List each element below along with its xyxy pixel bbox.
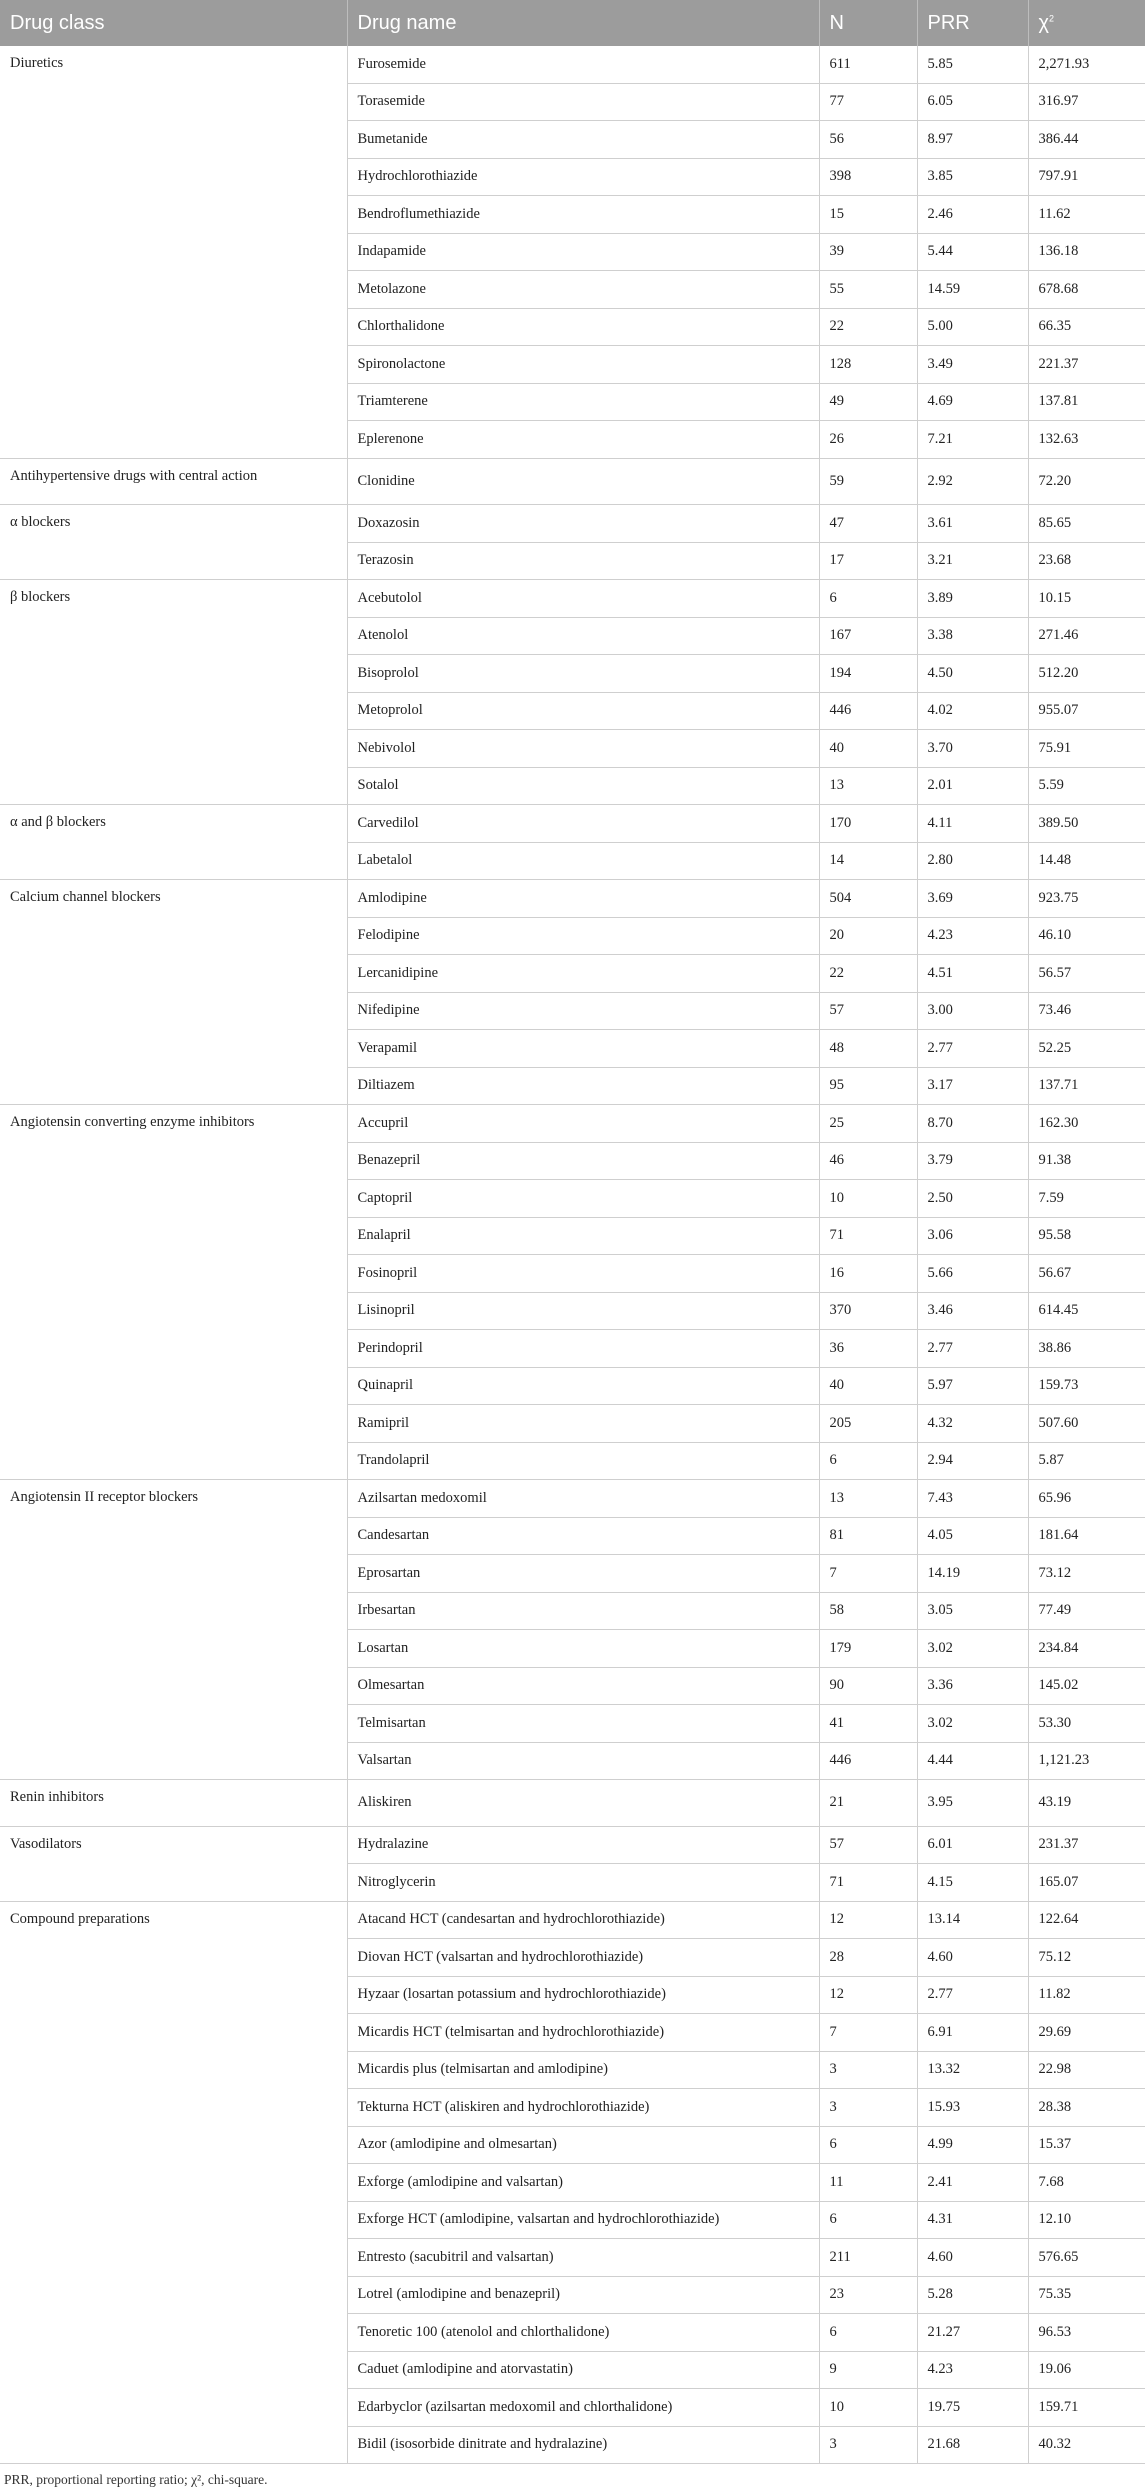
drug-name-cell: Diltiazem <box>347 1067 819 1105</box>
n-cell: 41 <box>819 1705 917 1743</box>
prr-cell: 3.46 <box>917 1292 1028 1330</box>
prr-cell: 4.11 <box>917 805 1028 843</box>
table-row <box>0 880 1145 918</box>
chi-square-cell: 576.65 <box>1028 2239 1145 2277</box>
n-cell: 57 <box>819 1826 917 1864</box>
n-cell: 36 <box>819 1330 917 1368</box>
drug-name-cell: Nitroglycerin <box>347 1864 819 1902</box>
drug-class-cell: Diuretics <box>0 46 347 458</box>
prr-cell: 14.19 <box>917 1555 1028 1593</box>
prr-cell: 4.05 <box>917 1517 1028 1555</box>
drug-name-cell: Exforge (amlodipine and valsartan) <box>347 2164 819 2202</box>
n-cell: 20 <box>819 917 917 955</box>
drug-name-cell: Atacand HCT (candesartan and hydrochlorothiazide) <box>347 1901 819 1939</box>
drug-name-cell: Torasemide <box>347 83 819 121</box>
chi-square-cell: 136.18 <box>1028 233 1145 271</box>
prr-cell: 4.31 <box>917 2201 1028 2239</box>
drug-name-cell: Azilsartan medoxomil <box>347 1480 819 1518</box>
chi-square-cell: 15.37 <box>1028 2126 1145 2164</box>
header-n: N <box>819 0 917 46</box>
chi-square-cell: 507.60 <box>1028 1405 1145 1443</box>
chi-square-cell: 389.50 <box>1028 805 1145 843</box>
n-cell: 6 <box>819 2314 917 2352</box>
n-cell: 398 <box>819 158 917 196</box>
chi-square-cell: 66.35 <box>1028 308 1145 346</box>
n-cell: 7 <box>819 1555 917 1593</box>
n-cell: 446 <box>819 692 917 730</box>
drug-name-cell: Acebutolol <box>347 580 819 618</box>
chi-square-cell: 91.38 <box>1028 1142 1145 1180</box>
table-row <box>0 505 1145 543</box>
table-row <box>0 1826 1145 1864</box>
prr-cell: 3.00 <box>917 992 1028 1030</box>
chi-square-cell: 28.38 <box>1028 2089 1145 2127</box>
n-cell: 205 <box>819 1405 917 1443</box>
chi-square-cell: 137.81 <box>1028 383 1145 421</box>
prr-cell: 2.50 <box>917 1180 1028 1218</box>
drug-name-cell: Bendroflumethiazide <box>347 196 819 234</box>
n-cell: 58 <box>819 1592 917 1630</box>
drug-name-cell: Enalapril <box>347 1217 819 1255</box>
prr-cell: 7.21 <box>917 421 1028 459</box>
n-cell: 128 <box>819 346 917 384</box>
table-footnote: PRR, proportional reporting ratio; χ², chi-square. <box>4 2472 268 2487</box>
n-cell: 90 <box>819 1667 917 1705</box>
prr-cell: 13.32 <box>917 2051 1028 2089</box>
n-cell: 15 <box>819 196 917 234</box>
drug-name-cell: Eprosartan <box>347 1555 819 1593</box>
drug-name-cell: Perindopril <box>347 1330 819 1368</box>
prr-cell: 4.51 <box>917 955 1028 993</box>
chi-square-cell: 40.32 <box>1028 2426 1145 2464</box>
chi-square-cell: 386.44 <box>1028 121 1145 159</box>
chi-square-cell: 19.06 <box>1028 2351 1145 2389</box>
chi-square-cell: 955.07 <box>1028 692 1145 730</box>
drug-name-cell: Metoprolol <box>347 692 819 730</box>
n-cell: 71 <box>819 1864 917 1902</box>
n-cell: 3 <box>819 2089 917 2127</box>
n-cell: 170 <box>819 805 917 843</box>
n-cell: 22 <box>819 308 917 346</box>
drug-name-cell: Lisinopril <box>347 1292 819 1330</box>
prr-cell: 4.02 <box>917 692 1028 730</box>
n-cell: 47 <box>819 505 917 543</box>
header-chi-square <box>1028 0 1145 46</box>
chi-square-cell: 29.69 <box>1028 2014 1145 2052</box>
prr-cell: 6.01 <box>917 1826 1028 1864</box>
n-cell: 22 <box>819 955 917 993</box>
drug-name-cell: Triamterene <box>347 383 819 421</box>
chi-square-cell: 14.48 <box>1028 842 1145 880</box>
n-cell: 71 <box>819 1217 917 1255</box>
prr-cell: 3.89 <box>917 580 1028 618</box>
header-prr: PRR <box>917 0 1028 46</box>
drug-name-cell: Ramipril <box>347 1405 819 1443</box>
prr-cell: 5.97 <box>917 1367 1028 1405</box>
drug-name-cell: Spironolactone <box>347 346 819 384</box>
prr-cell: 3.17 <box>917 1067 1028 1105</box>
drug-name-cell: Diovan HCT (valsartan and hydrochlorothiazide) <box>347 1939 819 1977</box>
n-cell: 7 <box>819 2014 917 2052</box>
n-cell: 56 <box>819 121 917 159</box>
drug-name-cell: Quinapril <box>347 1367 819 1405</box>
drug-name-cell: Telmisartan <box>347 1705 819 1743</box>
prr-cell: 3.85 <box>917 158 1028 196</box>
n-cell: 370 <box>819 1292 917 1330</box>
drug-name-cell: Aliskiren <box>347 1780 819 1827</box>
chi-square-cell: 132.63 <box>1028 421 1145 459</box>
chi-square-cell: 122.64 <box>1028 1901 1145 1939</box>
drug-name-cell: Bisoprolol <box>347 655 819 693</box>
drug-name-cell: Valsartan <box>347 1742 819 1780</box>
prr-cell: 3.02 <box>917 1630 1028 1668</box>
drug-name-cell: Nebivolol <box>347 730 819 768</box>
prr-cell: 2.77 <box>917 1030 1028 1068</box>
n-cell: 167 <box>819 617 917 655</box>
prr-cell: 3.69 <box>917 880 1028 918</box>
n-cell: 21 <box>819 1780 917 1827</box>
chi-square-cell: 2,271.93 <box>1028 46 1145 83</box>
drug-name-cell: Nifedipine <box>347 992 819 1030</box>
drug-name-cell: Losartan <box>347 1630 819 1668</box>
drug-name-cell: Irbesartan <box>347 1592 819 1630</box>
n-cell: 95 <box>819 1067 917 1105</box>
n-cell: 179 <box>819 1630 917 1668</box>
drug-name-cell: Bidil (isosorbide dinitrate and hydralazine) <box>347 2426 819 2464</box>
prr-cell: 3.02 <box>917 1705 1028 1743</box>
drug-name-cell: Bumetanide <box>347 121 819 159</box>
n-cell: 12 <box>819 1976 917 2014</box>
drug-name-cell: Felodipine <box>347 917 819 955</box>
n-cell: 48 <box>819 1030 917 1068</box>
drug-name-cell: Hydralazine <box>347 1826 819 1864</box>
drug-class-cell: Vasodilators <box>0 1826 347 1901</box>
drug-name-cell: Accupril <box>347 1105 819 1143</box>
chi-square-cell: 7.68 <box>1028 2164 1145 2202</box>
drug-name-cell: Sotalol <box>347 767 819 805</box>
chi-square-cell: 162.30 <box>1028 1105 1145 1143</box>
prr-cell: 2.80 <box>917 842 1028 880</box>
chi-square-cell: 73.46 <box>1028 992 1145 1030</box>
drug-name-cell: Hydrochlorothiazide <box>347 158 819 196</box>
chi-square-cell: 221.37 <box>1028 346 1145 384</box>
drug-class-cell: α and β blockers <box>0 805 347 880</box>
prr-cell: 4.44 <box>917 1742 1028 1780</box>
table-row <box>0 805 1145 843</box>
chi-square-cell: 512.20 <box>1028 655 1145 693</box>
n-cell: 11 <box>819 2164 917 2202</box>
n-cell: 6 <box>819 580 917 618</box>
prr-cell: 14.59 <box>917 271 1028 309</box>
chi-square-cell: 43.19 <box>1028 1780 1145 1827</box>
drug-name-cell: Tekturna HCT (aliskiren and hydrochlorothiazide) <box>347 2089 819 2127</box>
prr-cell: 5.44 <box>917 233 1028 271</box>
n-cell: 611 <box>819 46 917 83</box>
drug-name-cell: Lotrel (amlodipine and benazepril) <box>347 2276 819 2314</box>
chi-square-cell: 75.91 <box>1028 730 1145 768</box>
n-cell: 10 <box>819 2389 917 2427</box>
chi-square-cell: 56.67 <box>1028 1255 1145 1293</box>
drug-class-cell: Angiotensin converting enzyme inhibitors <box>0 1105 347 1480</box>
n-cell: 6 <box>819 1442 917 1480</box>
drug-name-cell: Benazepril <box>347 1142 819 1180</box>
drug-name-cell: Labetalol <box>347 842 819 880</box>
prr-cell: 2.46 <box>917 196 1028 234</box>
table-row <box>0 46 1145 83</box>
chi-square-cell: 231.37 <box>1028 1826 1145 1864</box>
chi-square-cell: 316.97 <box>1028 83 1145 121</box>
drug-name-cell: Micardis plus (telmisartan and amlodipine) <box>347 2051 819 2089</box>
prr-cell: 3.36 <box>917 1667 1028 1705</box>
drug-name-cell: Entresto (sacubitril and valsartan) <box>347 2239 819 2277</box>
drug-name-cell: Verapamil <box>347 1030 819 1068</box>
drug-class-cell: Angiotensin II receptor blockers <box>0 1480 347 1780</box>
table-row <box>0 458 1145 505</box>
chi-square-cell: 181.64 <box>1028 1517 1145 1555</box>
n-cell: 13 <box>819 767 917 805</box>
drug-name-cell: Amlodipine <box>347 880 819 918</box>
prr-cell: 19.75 <box>917 2389 1028 2427</box>
drug-class-cell: α blockers <box>0 505 347 580</box>
table-row <box>0 1780 1145 1827</box>
chi-square-cell: 5.87 <box>1028 1442 1145 1480</box>
drug-name-cell: Candesartan <box>347 1517 819 1555</box>
header-chi-square-sup: 2 <box>1049 12 1055 23</box>
drug-name-cell: Chlorthalidone <box>347 308 819 346</box>
drug-name-cell: Indapamide <box>347 233 819 271</box>
chi-square-cell: 678.68 <box>1028 271 1145 309</box>
drug-name-cell: Fosinopril <box>347 1255 819 1293</box>
chi-square-cell: 165.07 <box>1028 1864 1145 1902</box>
drug-class-cell: Antihypertensive drugs with central action <box>0 458 347 505</box>
n-cell: 40 <box>819 730 917 768</box>
chi-square-cell: 11.62 <box>1028 196 1145 234</box>
chi-square-cell: 11.82 <box>1028 1976 1145 2014</box>
chi-square-cell: 7.59 <box>1028 1180 1145 1218</box>
chi-square-cell: 159.73 <box>1028 1367 1145 1405</box>
n-cell: 194 <box>819 655 917 693</box>
drug-name-cell: Hyzaar (losartan potassium and hydrochlorothiazide) <box>347 1976 819 2014</box>
n-cell: 39 <box>819 233 917 271</box>
prr-cell: 3.21 <box>917 542 1028 580</box>
table-row <box>0 580 1145 618</box>
chi-square-cell: 1,121.23 <box>1028 1742 1145 1780</box>
header-drug-name: Drug name <box>347 0 819 46</box>
chi-square-cell: 46.10 <box>1028 917 1145 955</box>
drug-name-cell: Metolazone <box>347 271 819 309</box>
prr-cell: 3.06 <box>917 1217 1028 1255</box>
prr-cell: 3.95 <box>917 1780 1028 1827</box>
drug-name-cell: Edarbyclor (azilsartan medoxomil and chlorthalidone) <box>347 2389 819 2427</box>
drug-name-cell: Captopril <box>347 1180 819 1218</box>
n-cell: 59 <box>819 458 917 505</box>
prr-cell: 3.70 <box>917 730 1028 768</box>
drug-class-cell: β blockers <box>0 580 347 805</box>
prr-cell: 4.23 <box>917 2351 1028 2389</box>
n-cell: 55 <box>819 271 917 309</box>
chi-square-cell: 23.68 <box>1028 542 1145 580</box>
prr-cell: 5.66 <box>917 1255 1028 1293</box>
header-chi-square-base: χ <box>1038 11 1049 34</box>
n-cell: 26 <box>819 421 917 459</box>
chi-square-cell: 271.46 <box>1028 617 1145 655</box>
drug-name-cell: Doxazosin <box>347 505 819 543</box>
chi-square-cell: 5.59 <box>1028 767 1145 805</box>
drug-name-cell: Atenolol <box>347 617 819 655</box>
chi-square-cell: 234.84 <box>1028 1630 1145 1668</box>
chi-square-cell: 159.71 <box>1028 2389 1145 2427</box>
chi-square-cell: 65.96 <box>1028 1480 1145 1518</box>
chi-square-cell: 797.91 <box>1028 158 1145 196</box>
prr-cell: 2.92 <box>917 458 1028 505</box>
n-cell: 77 <box>819 83 917 121</box>
chi-square-cell: 12.10 <box>1028 2201 1145 2239</box>
table-row <box>0 1105 1145 1143</box>
prr-cell: 6.05 <box>917 83 1028 121</box>
prr-cell: 4.32 <box>917 1405 1028 1443</box>
prr-cell: 21.27 <box>917 2314 1028 2352</box>
chi-square-cell: 614.45 <box>1028 1292 1145 1330</box>
prr-cell: 3.38 <box>917 617 1028 655</box>
chi-square-cell: 137.71 <box>1028 1067 1145 1105</box>
header-drug-class: Drug class <box>0 0 347 46</box>
prr-cell: 15.93 <box>917 2089 1028 2127</box>
prr-cell: 2.94 <box>917 1442 1028 1480</box>
chi-square-cell: 22.98 <box>1028 2051 1145 2089</box>
n-cell: 13 <box>819 1480 917 1518</box>
prr-cell: 5.00 <box>917 308 1028 346</box>
drug-name-cell: Terazosin <box>347 542 819 580</box>
prr-cell: 3.05 <box>917 1592 1028 1630</box>
chi-square-cell: 38.86 <box>1028 1330 1145 1368</box>
prr-cell: 5.85 <box>917 46 1028 83</box>
n-cell: 23 <box>819 2276 917 2314</box>
chi-square-cell: 72.20 <box>1028 458 1145 505</box>
chi-square-cell: 56.57 <box>1028 955 1145 993</box>
table-row <box>0 1480 1145 1518</box>
drug-name-cell: Clonidine <box>347 458 819 505</box>
prr-cell: 4.50 <box>917 655 1028 693</box>
n-cell: 46 <box>819 1142 917 1180</box>
chi-square-cell: 85.65 <box>1028 505 1145 543</box>
drug-class-cell: Renin inhibitors <box>0 1780 347 1827</box>
prr-cell: 21.68 <box>917 2426 1028 2464</box>
drug-name-cell: Micardis HCT (telmisartan and hydrochlorothiazide) <box>347 2014 819 2052</box>
chi-square-cell: 96.53 <box>1028 2314 1145 2352</box>
n-cell: 6 <box>819 2126 917 2164</box>
n-cell: 446 <box>819 1742 917 1780</box>
drug-name-cell: Caduet (amlodipine and atorvastatin) <box>347 2351 819 2389</box>
chi-square-cell: 10.15 <box>1028 580 1145 618</box>
table-row <box>0 1901 1145 1939</box>
prr-cell: 4.23 <box>917 917 1028 955</box>
chi-square-cell: 145.02 <box>1028 1667 1145 1705</box>
n-cell: 6 <box>819 2201 917 2239</box>
n-cell: 14 <box>819 842 917 880</box>
n-cell: 57 <box>819 992 917 1030</box>
n-cell: 10 <box>819 1180 917 1218</box>
prr-cell: 3.61 <box>917 505 1028 543</box>
n-cell: 16 <box>819 1255 917 1293</box>
drug-name-cell: Tenoretic 100 (atenolol and chlorthalidone) <box>347 2314 819 2352</box>
chi-square-cell: 73.12 <box>1028 1555 1145 1593</box>
drug-class-cell: Calcium channel blockers <box>0 880 347 1105</box>
prr-cell: 2.77 <box>917 1330 1028 1368</box>
n-cell: 3 <box>819 2051 917 2089</box>
drug-class-cell: Compound preparations <box>0 1901 347 2464</box>
prr-cell: 8.70 <box>917 1105 1028 1143</box>
drug-name-cell: Lercanidipine <box>347 955 819 993</box>
prr-cell: 2.41 <box>917 2164 1028 2202</box>
prr-cell: 8.97 <box>917 121 1028 159</box>
chi-square-cell: 52.25 <box>1028 1030 1145 1068</box>
drug-name-cell: Olmesartan <box>347 1667 819 1705</box>
prr-cell: 13.14 <box>917 1901 1028 1939</box>
n-cell: 81 <box>819 1517 917 1555</box>
prr-cell: 6.91 <box>917 2014 1028 2052</box>
drug-name-cell: Azor (amlodipine and olmesartan) <box>347 2126 819 2164</box>
prr-cell: 4.60 <box>917 2239 1028 2277</box>
drug-name-cell: Carvedilol <box>347 805 819 843</box>
n-cell: 211 <box>819 2239 917 2277</box>
n-cell: 25 <box>819 1105 917 1143</box>
n-cell: 17 <box>819 542 917 580</box>
n-cell: 3 <box>819 2426 917 2464</box>
chi-square-cell: 77.49 <box>1028 1592 1145 1630</box>
prr-cell: 7.43 <box>917 1480 1028 1518</box>
prr-cell: 2.01 <box>917 767 1028 805</box>
chi-square-cell: 75.35 <box>1028 2276 1145 2314</box>
n-cell: 49 <box>819 383 917 421</box>
prr-cell: 4.99 <box>917 2126 1028 2164</box>
prr-cell: 3.79 <box>917 1142 1028 1180</box>
chi-square-cell: 923.75 <box>1028 880 1145 918</box>
n-cell: 28 <box>819 1939 917 1977</box>
prr-cell: 5.28 <box>917 2276 1028 2314</box>
table-header <box>0 0 1145 46</box>
n-cell: 40 <box>819 1367 917 1405</box>
drug-name-cell: Eplerenone <box>347 421 819 459</box>
prr-cell: 4.69 <box>917 383 1028 421</box>
prr-cell: 4.15 <box>917 1864 1028 1902</box>
drug-name-cell: Furosemide <box>347 46 819 83</box>
drug-name-cell: Trandolapril <box>347 1442 819 1480</box>
prr-cell: 2.77 <box>917 1976 1028 2014</box>
table-body <box>0 46 1145 2464</box>
chi-square-cell: 75.12 <box>1028 1939 1145 1977</box>
chi-square-cell: 53.30 <box>1028 1705 1145 1743</box>
drug-name-cell: Exforge HCT (amlodipine, valsartan and hydrochlorothiazide) <box>347 2201 819 2239</box>
n-cell: 12 <box>819 1901 917 1939</box>
prr-cell: 4.60 <box>917 1939 1028 1977</box>
chi-square-cell: 95.58 <box>1028 1217 1145 1255</box>
prr-cell: 3.49 <box>917 346 1028 384</box>
n-cell: 504 <box>819 880 917 918</box>
n-cell: 9 <box>819 2351 917 2389</box>
